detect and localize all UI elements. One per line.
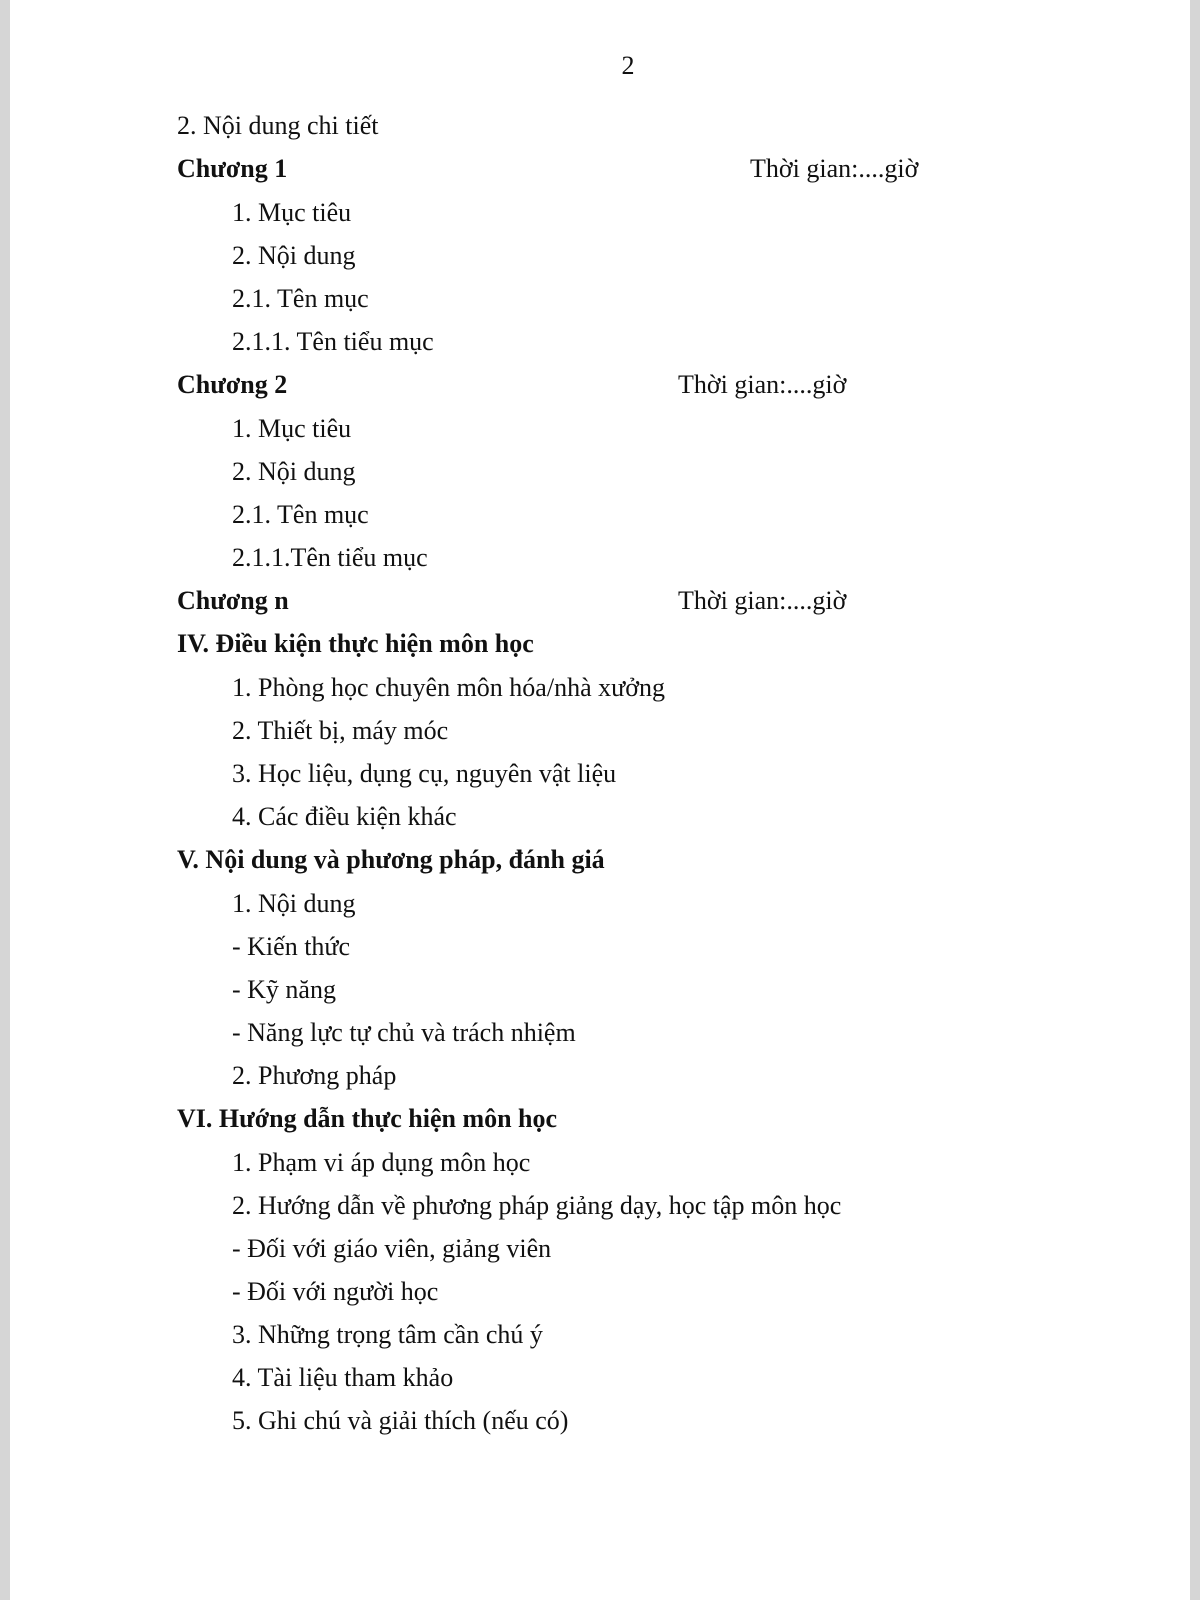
chapter-1-time: Thời gian:....giờ xyxy=(750,154,919,183)
chapter-2-title: Chương 2 xyxy=(177,370,288,399)
chapter-1-title: Chương 1 xyxy=(177,154,288,183)
document-page xyxy=(10,0,1190,1600)
section-iv-item: 1. Phòng học chuyên môn hóa/nhà xưởng xyxy=(232,673,665,702)
section-iv-title: IV. Điều kiện thực hiện môn học xyxy=(177,629,534,658)
chapter-n-title: Chương n xyxy=(177,586,289,615)
section-vi-item: 3. Những trọng tâm cần chú ý xyxy=(232,1320,543,1349)
chapter-1-item: 2.1.1. Tên tiểu mục xyxy=(232,327,434,356)
chapter-2-time: Thời gian:....giờ xyxy=(678,370,847,399)
section-vi-item: 2. Hướng dẫn về phương pháp giảng dạy, học tập môn học xyxy=(232,1191,842,1220)
section-vi-item: - Đối với người học xyxy=(232,1277,439,1306)
section-v-item: 1. Nội dung xyxy=(232,889,356,918)
chapter-1-item: 2. Nội dung xyxy=(232,241,356,270)
section-iv-item: 3. Học liệu, dụng cụ, nguyên vật liệu xyxy=(232,759,617,788)
section-v-item: - Năng lực tự chủ và trách nhiệm xyxy=(232,1018,576,1047)
section-v-item: - Kiến thức xyxy=(232,932,351,961)
chapter-2-item: 2.1. Tên mục xyxy=(232,500,369,529)
section-iv-item: 4. Các điều kiện khác xyxy=(232,802,457,831)
section-v-item: 2. Phương pháp xyxy=(232,1061,397,1090)
chapter-2-item: 1. Mục tiêu xyxy=(232,414,352,443)
chapter-2-item: 2. Nội dung xyxy=(232,457,356,486)
chapter-2-item: 2.1.1.Tên tiểu mục xyxy=(232,543,428,572)
section-v-title: V. Nội dung và phương pháp, đánh giá xyxy=(177,845,605,874)
page-number: 2 xyxy=(621,51,635,80)
chapter-1-item: 2.1. Tên mục xyxy=(232,284,369,313)
section-vi-item: 4. Tài liệu tham khảo xyxy=(232,1363,454,1392)
section-vi-item: 1. Phạm vi áp dụng môn học xyxy=(232,1148,531,1177)
section-iv-item: 2. Thiết bị, máy móc xyxy=(232,716,449,745)
section-vi-title: VI. Hướng dẫn thực hiện môn học xyxy=(177,1104,558,1133)
chapter-1-item: 1. Mục tiêu xyxy=(232,198,352,227)
section-vi-item: - Đối với giáo viên, giảng viên xyxy=(232,1234,552,1263)
chapter-n-time: Thời gian:....giờ xyxy=(678,586,847,615)
section-v-item: - Kỹ năng xyxy=(232,975,336,1004)
section-vi-item: 5. Ghi chú và giải thích (nếu có) xyxy=(232,1406,569,1435)
section-heading: 2. Nội dung chi tiết xyxy=(177,111,379,140)
